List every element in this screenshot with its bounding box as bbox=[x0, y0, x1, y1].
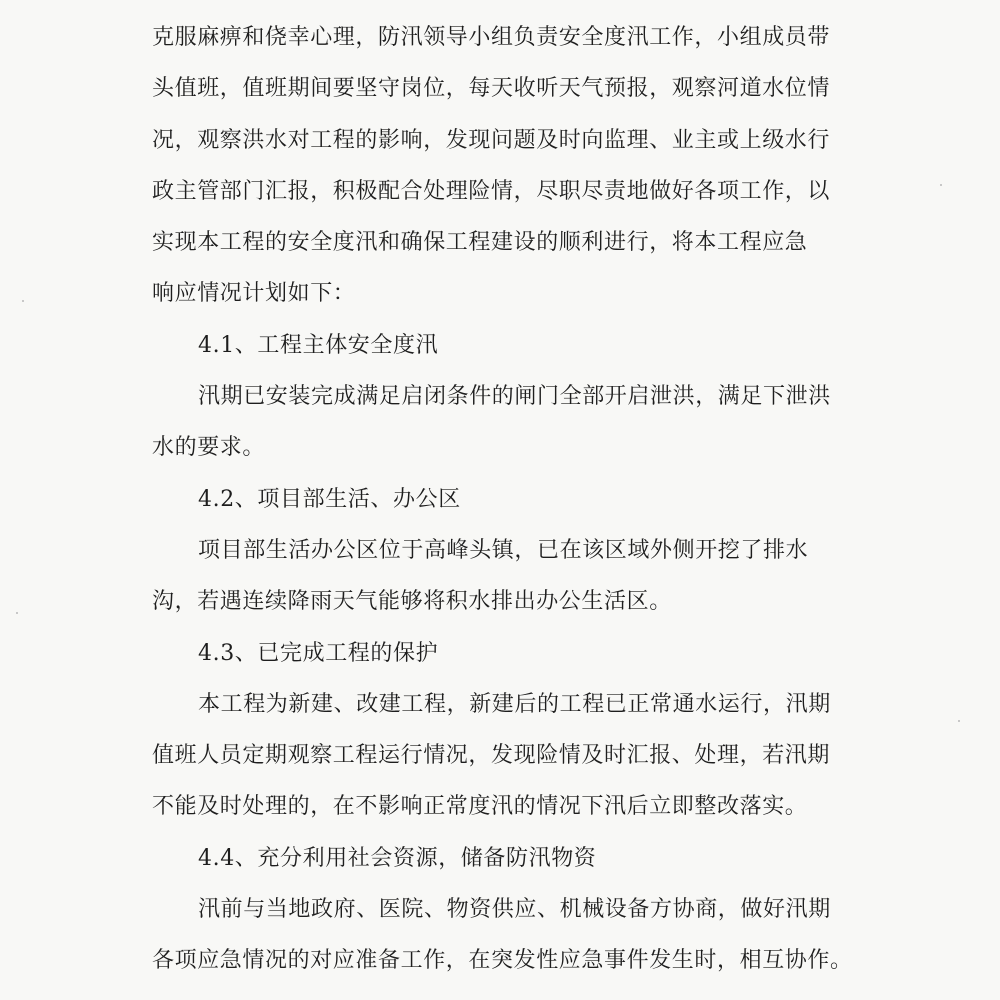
section-heading-4-3: 4.3、已完成工程的保护 bbox=[198, 640, 439, 666]
body-line: 不能及时处理的，在不影响正常度汛的情况下汛后立即整改落实。 bbox=[152, 794, 808, 820]
body-line: 克服麻痹和侥幸心理，防汛领导小组负责安全度汛工作，小组成员带 bbox=[152, 25, 831, 50]
section-heading-4-1: 4.1、工程主体安全度汛 bbox=[198, 332, 439, 358]
paragraph-first-line: 汛前与当地政府、医院、物资供应、机械设备方协商，做好汛期 bbox=[198, 897, 831, 923]
body-line: 政主管部门汇报，积极配合处理险情，尽职尽责地做好各项工作，以 bbox=[152, 178, 831, 204]
paragraph-first-line: 项目部生活办公区位于高峰头镇，已在该区域外侧开挖了排水 bbox=[198, 537, 809, 563]
scan-speck bbox=[22, 300, 24, 302]
scan-speck bbox=[958, 720, 960, 722]
body-line: 水的要求。 bbox=[152, 435, 266, 461]
body-line: 值班人员定期观察工程运行情况，发现险情及时汇报、处理，若汛期 bbox=[152, 743, 831, 769]
scan-speck bbox=[16, 612, 18, 614]
body-line: 各项应急情况的对应准备工作，在突发性应急事件发生时，相互协作。 bbox=[152, 948, 853, 974]
body-line: 实现本工程的安全度汛和确保工程建设的顺利进行，将本工程应急 bbox=[152, 230, 808, 256]
body-line: 头值班，值班期间要坚守岗位，每天收听天气预报，观察河道水位情 bbox=[152, 76, 831, 102]
paragraph-first-line: 本工程为新建、改建工程，新建后的工程已正常通水运行，汛期 bbox=[198, 691, 831, 717]
section-heading-4-2: 4.2、项目部生活、办公区 bbox=[198, 486, 461, 512]
body-line: 沟，若遇连续降雨天气能够将积水排出办公生活区。 bbox=[152, 589, 672, 615]
document-body bbox=[152, 12, 852, 987]
paragraph-first-line: 汛期已安装完成满足启闭条件的闸门全部开启泄洪，满足下泄洪 bbox=[198, 384, 831, 410]
section-heading-4-4: 4.4、充分利用社会资源，储备防汛物资 bbox=[198, 845, 597, 871]
body-line: 况，观察洪水对工程的影响，发现问题及时向监理、业主或上级水行 bbox=[152, 127, 831, 153]
scan-speck bbox=[940, 184, 942, 186]
body-line: 响应情况计划如下： bbox=[152, 281, 356, 307]
